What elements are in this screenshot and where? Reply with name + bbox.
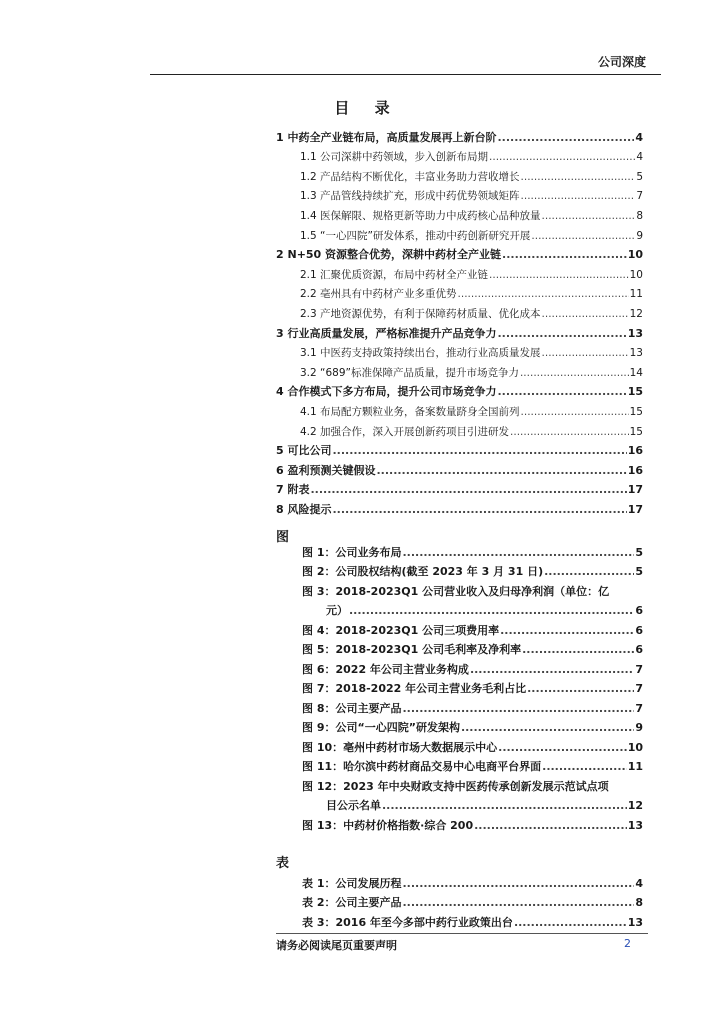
figure-entry-text: 图 11：哈尔滨中药材商品交易中心电商平台界面 [302, 760, 542, 773]
toc-entry-page: 15 [627, 385, 643, 399]
toc-list [276, 125, 643, 517]
toc-entry-text: 5 可比公司 [276, 444, 332, 458]
dot-leader [382, 799, 627, 813]
dot-leader [489, 268, 629, 282]
figure-entry[interactable] [276, 540, 643, 560]
toc-entry-page: 15 [629, 425, 643, 438]
dot-leader [510, 425, 629, 439]
figures-heading: 图 [276, 530, 290, 545]
figure-entry[interactable] [276, 716, 643, 736]
toc-entry-text: 3 行业高质量发展，严格标准提升产品竞争力 [276, 326, 497, 340]
tables-heading: 表 [276, 856, 290, 871]
figure-entry-text: 图 3：2018-2023Q1 公司营业收入及归母净利润（单位：亿 [302, 584, 610, 598]
toc-entry-text: 3.1 中医药支持政策持续出台，推动行业高质量发展 [300, 347, 541, 360]
table-entry-page: 13 [627, 915, 643, 929]
toc-entry-text: 4.1 布局配方颗粒业务，备案数量跻身全国前列 [300, 405, 520, 418]
figure-entry[interactable] [276, 599, 643, 619]
toc-entry[interactable] [276, 419, 643, 439]
dot-leader [402, 702, 634, 716]
toc-entry[interactable] [276, 497, 643, 517]
dot-leader [497, 327, 626, 341]
toc-entry-page: 17 [627, 502, 643, 516]
toc-entry-page: 7 [636, 190, 643, 203]
footer-rule [276, 933, 648, 934]
figures-list [276, 540, 643, 833]
figure-entry[interactable] [276, 774, 643, 794]
figure-entry-page: 7 [635, 662, 643, 676]
figure-entry-page: 5 [635, 565, 643, 578]
toc-entry[interactable] [276, 380, 643, 400]
figure-entry-page: 10 [627, 740, 643, 754]
table-entry[interactable] [276, 891, 643, 911]
dot-leader [542, 307, 629, 321]
toc-entry-text: 8 风险提示 [276, 502, 332, 516]
table-entry-text: 表 3：2016 年至今多部中药行业政策出台 [302, 915, 513, 929]
figure-entry-text: 图 5：2018-2023Q1 公司毛利率及净利率 [302, 643, 522, 656]
dot-leader [349, 604, 634, 618]
figure-entry-page: 9 [635, 721, 643, 734]
header-rule [150, 74, 661, 75]
figure-entry-page: 6 [635, 623, 643, 637]
toc-entry[interactable] [276, 184, 643, 204]
figure-entry[interactable] [276, 677, 643, 697]
toc-entry[interactable] [276, 321, 643, 341]
header-label: 公司深度 [597, 55, 646, 69]
figure-entry-page: 7 [635, 682, 643, 695]
dot-leader [527, 682, 634, 696]
toc-entry-text: 6 盈利预测关键假设 [276, 463, 376, 477]
toc-entry-page: 10 [627, 248, 643, 262]
toc-entry[interactable] [276, 203, 643, 223]
figure-entry[interactable] [276, 735, 643, 755]
figure-entry[interactable] [276, 755, 643, 775]
toc-entry-page: 16 [627, 463, 643, 477]
table-entry[interactable] [276, 910, 643, 930]
table-entry-page: 4 [635, 876, 643, 890]
figure-entry-page: 11 [627, 760, 643, 773]
dot-leader [498, 741, 627, 755]
toc-entry-text: 2.1 汇聚优质资源，布局中药材全产业链 [300, 268, 489, 281]
figure-entry[interactable] [276, 696, 643, 716]
toc-entry-page: 9 [636, 229, 643, 242]
toc-entry-page: 13 [627, 326, 643, 340]
dot-leader [376, 464, 626, 478]
dot-leader [332, 444, 626, 458]
toc-entry-text: 7 附表 [276, 483, 310, 497]
toc-entry-text: 1 中药全产业链布局，高质量发展再上新台阶 [276, 130, 497, 144]
toc-entry-page: 11 [629, 288, 643, 301]
dot-leader [489, 150, 635, 164]
dot-leader [542, 209, 636, 223]
dot-leader [500, 624, 634, 638]
figure-entry-text: 图 13：中药材价格指数·综合 200 [302, 818, 474, 832]
dot-leader [402, 877, 634, 891]
toc-entry-text: 3.2 “689”标准保障产品质量，提升市场竞争力 [300, 366, 519, 379]
dot-leader [544, 565, 634, 579]
toc-entry[interactable] [276, 243, 643, 263]
toc-entry-page: 12 [629, 307, 643, 320]
toc-entry-text: 2.2 亳州具有中药材产业多重优势 [300, 288, 457, 301]
figure-entry-text: 图 12：2023 年中央财政支持中医药传承创新发展示范试点项 [302, 779, 609, 793]
table-entry[interactable] [276, 871, 643, 891]
toc-entry-text: 1.4 医保解限、规格更新等助力中成药核心品种放量 [300, 209, 541, 222]
toc-entry-text: 2.3 产地资源优势，有利于保障药材质量、优化成本 [300, 307, 541, 320]
dot-leader [461, 721, 634, 735]
figure-entry-page: 5 [635, 545, 643, 559]
figure-entry-page: 12 [627, 799, 643, 812]
toc-entry[interactable] [276, 439, 643, 459]
table-entry-page: 8 [635, 896, 643, 909]
figure-entry-text: 图 9：公司“一心四院”研发架构 [302, 721, 460, 734]
figure-entry-page: 7 [635, 701, 643, 715]
dot-leader [310, 483, 626, 497]
toc-entry[interactable] [276, 360, 643, 380]
figure-entry-text: 目公示名单 [326, 799, 381, 812]
toc-entry[interactable] [276, 223, 643, 243]
dot-leader [542, 346, 629, 360]
toc-entry[interactable] [276, 145, 643, 165]
figure-entry-text: 图 8：公司主要产品 [302, 701, 402, 715]
dot-leader [502, 248, 627, 262]
figure-entry-text: 图 2：公司股权结构(截至 2023 年 3 月 31 日) [302, 565, 544, 578]
figure-entry-page: 6 [635, 604, 643, 617]
figure-entry[interactable] [276, 618, 643, 638]
table-entry-text: 表 1：公司发展历程 [302, 876, 402, 890]
dot-leader [402, 546, 634, 560]
figure-entry-text: 图 7：2018-2022 年公司主营业务毛利占比 [302, 682, 527, 695]
dot-leader [458, 287, 629, 301]
toc-entry-page: 16 [627, 444, 643, 458]
table-entry-text: 表 2：公司主要产品 [302, 896, 402, 909]
dot-leader [497, 385, 626, 399]
toc-entry-page: 15 [629, 405, 643, 418]
toc-entry-page: 14 [629, 366, 643, 379]
toc-entry-text: 1.3 产品管线持续扩充，形成中药优势领域矩阵 [300, 190, 520, 203]
toc-entry[interactable] [276, 341, 643, 361]
dot-leader [522, 643, 634, 657]
dot-leader [520, 366, 629, 380]
toc-entry[interactable] [276, 458, 643, 478]
toc-entry-page: 8 [636, 209, 643, 222]
figure-entry[interactable] [276, 579, 643, 599]
dot-leader [514, 916, 627, 930]
toc-entry[interactable] [276, 262, 643, 282]
dot-leader [332, 503, 626, 517]
toc-entry-page: 13 [629, 347, 643, 360]
toc-entry-text: 2 N+50 资源整合优势，深耕中药材全产业链 [276, 248, 502, 262]
toc-entry[interactable] [276, 125, 643, 145]
toc-entry-page: 5 [636, 170, 643, 183]
toc-entry[interactable] [276, 478, 643, 498]
figure-entry[interactable] [276, 813, 643, 833]
figure-entry-page: 6 [635, 643, 643, 656]
dot-leader [521, 405, 629, 419]
dot-leader [474, 819, 627, 833]
toc-entry-text: 1.2 产品结构不断优化，丰富业务助力营收增长 [300, 170, 520, 183]
toc-entry-page: 4 [635, 130, 643, 144]
figure-entry[interactable] [276, 657, 643, 677]
toc-entry-page: 4 [636, 151, 643, 164]
toc-entry-page: 10 [629, 268, 643, 281]
toc-entry-page: 17 [627, 483, 643, 497]
footer-note: 请务必阅读尾页重要声明 [276, 939, 397, 952]
figure-entry-page: 13 [627, 818, 643, 832]
figure-entry[interactable] [276, 794, 643, 814]
toc-entry[interactable] [276, 282, 643, 302]
toc-title: 目 录 [334, 99, 400, 117]
figure-entry-text: 图 1：公司业务布局 [302, 545, 402, 559]
figure-entry-text: 图 6：2022 年公司主营业务构成 [302, 662, 469, 676]
figure-entry-text: 图 4：2018-2023Q1 公司三项费用率 [302, 623, 500, 637]
toc-entry-text: 4.2 加强合作，深入开展创新药项目引进研发 [300, 425, 510, 438]
dot-leader [470, 663, 634, 677]
dot-leader [542, 760, 627, 774]
dot-leader [402, 896, 634, 910]
toc-entry[interactable] [276, 164, 643, 184]
figure-entry[interactable] [276, 560, 643, 580]
toc-entry[interactable] [276, 301, 643, 321]
dot-leader [521, 189, 636, 203]
toc-entry[interactable] [276, 399, 643, 419]
toc-entry-text: 4 合作模式下多方布局，提升公司市场竞争力 [276, 385, 497, 399]
figure-entry[interactable] [276, 638, 643, 658]
dot-leader [531, 229, 635, 243]
page-number: 2 [624, 937, 631, 950]
tables-list [276, 871, 643, 930]
dot-leader [521, 170, 636, 184]
toc-entry-text: 1.1 公司深耕中药领域，步入创新布局期 [300, 151, 489, 164]
dot-leader [497, 131, 634, 145]
toc-entry-text: 1.5 “一心四院”研发体系，推动中药创新研究开展 [300, 229, 531, 242]
figure-entry-text: 元） [326, 604, 348, 617]
figure-entry-text: 图 10：亳州中药材市场大数据展示中心 [302, 740, 498, 754]
